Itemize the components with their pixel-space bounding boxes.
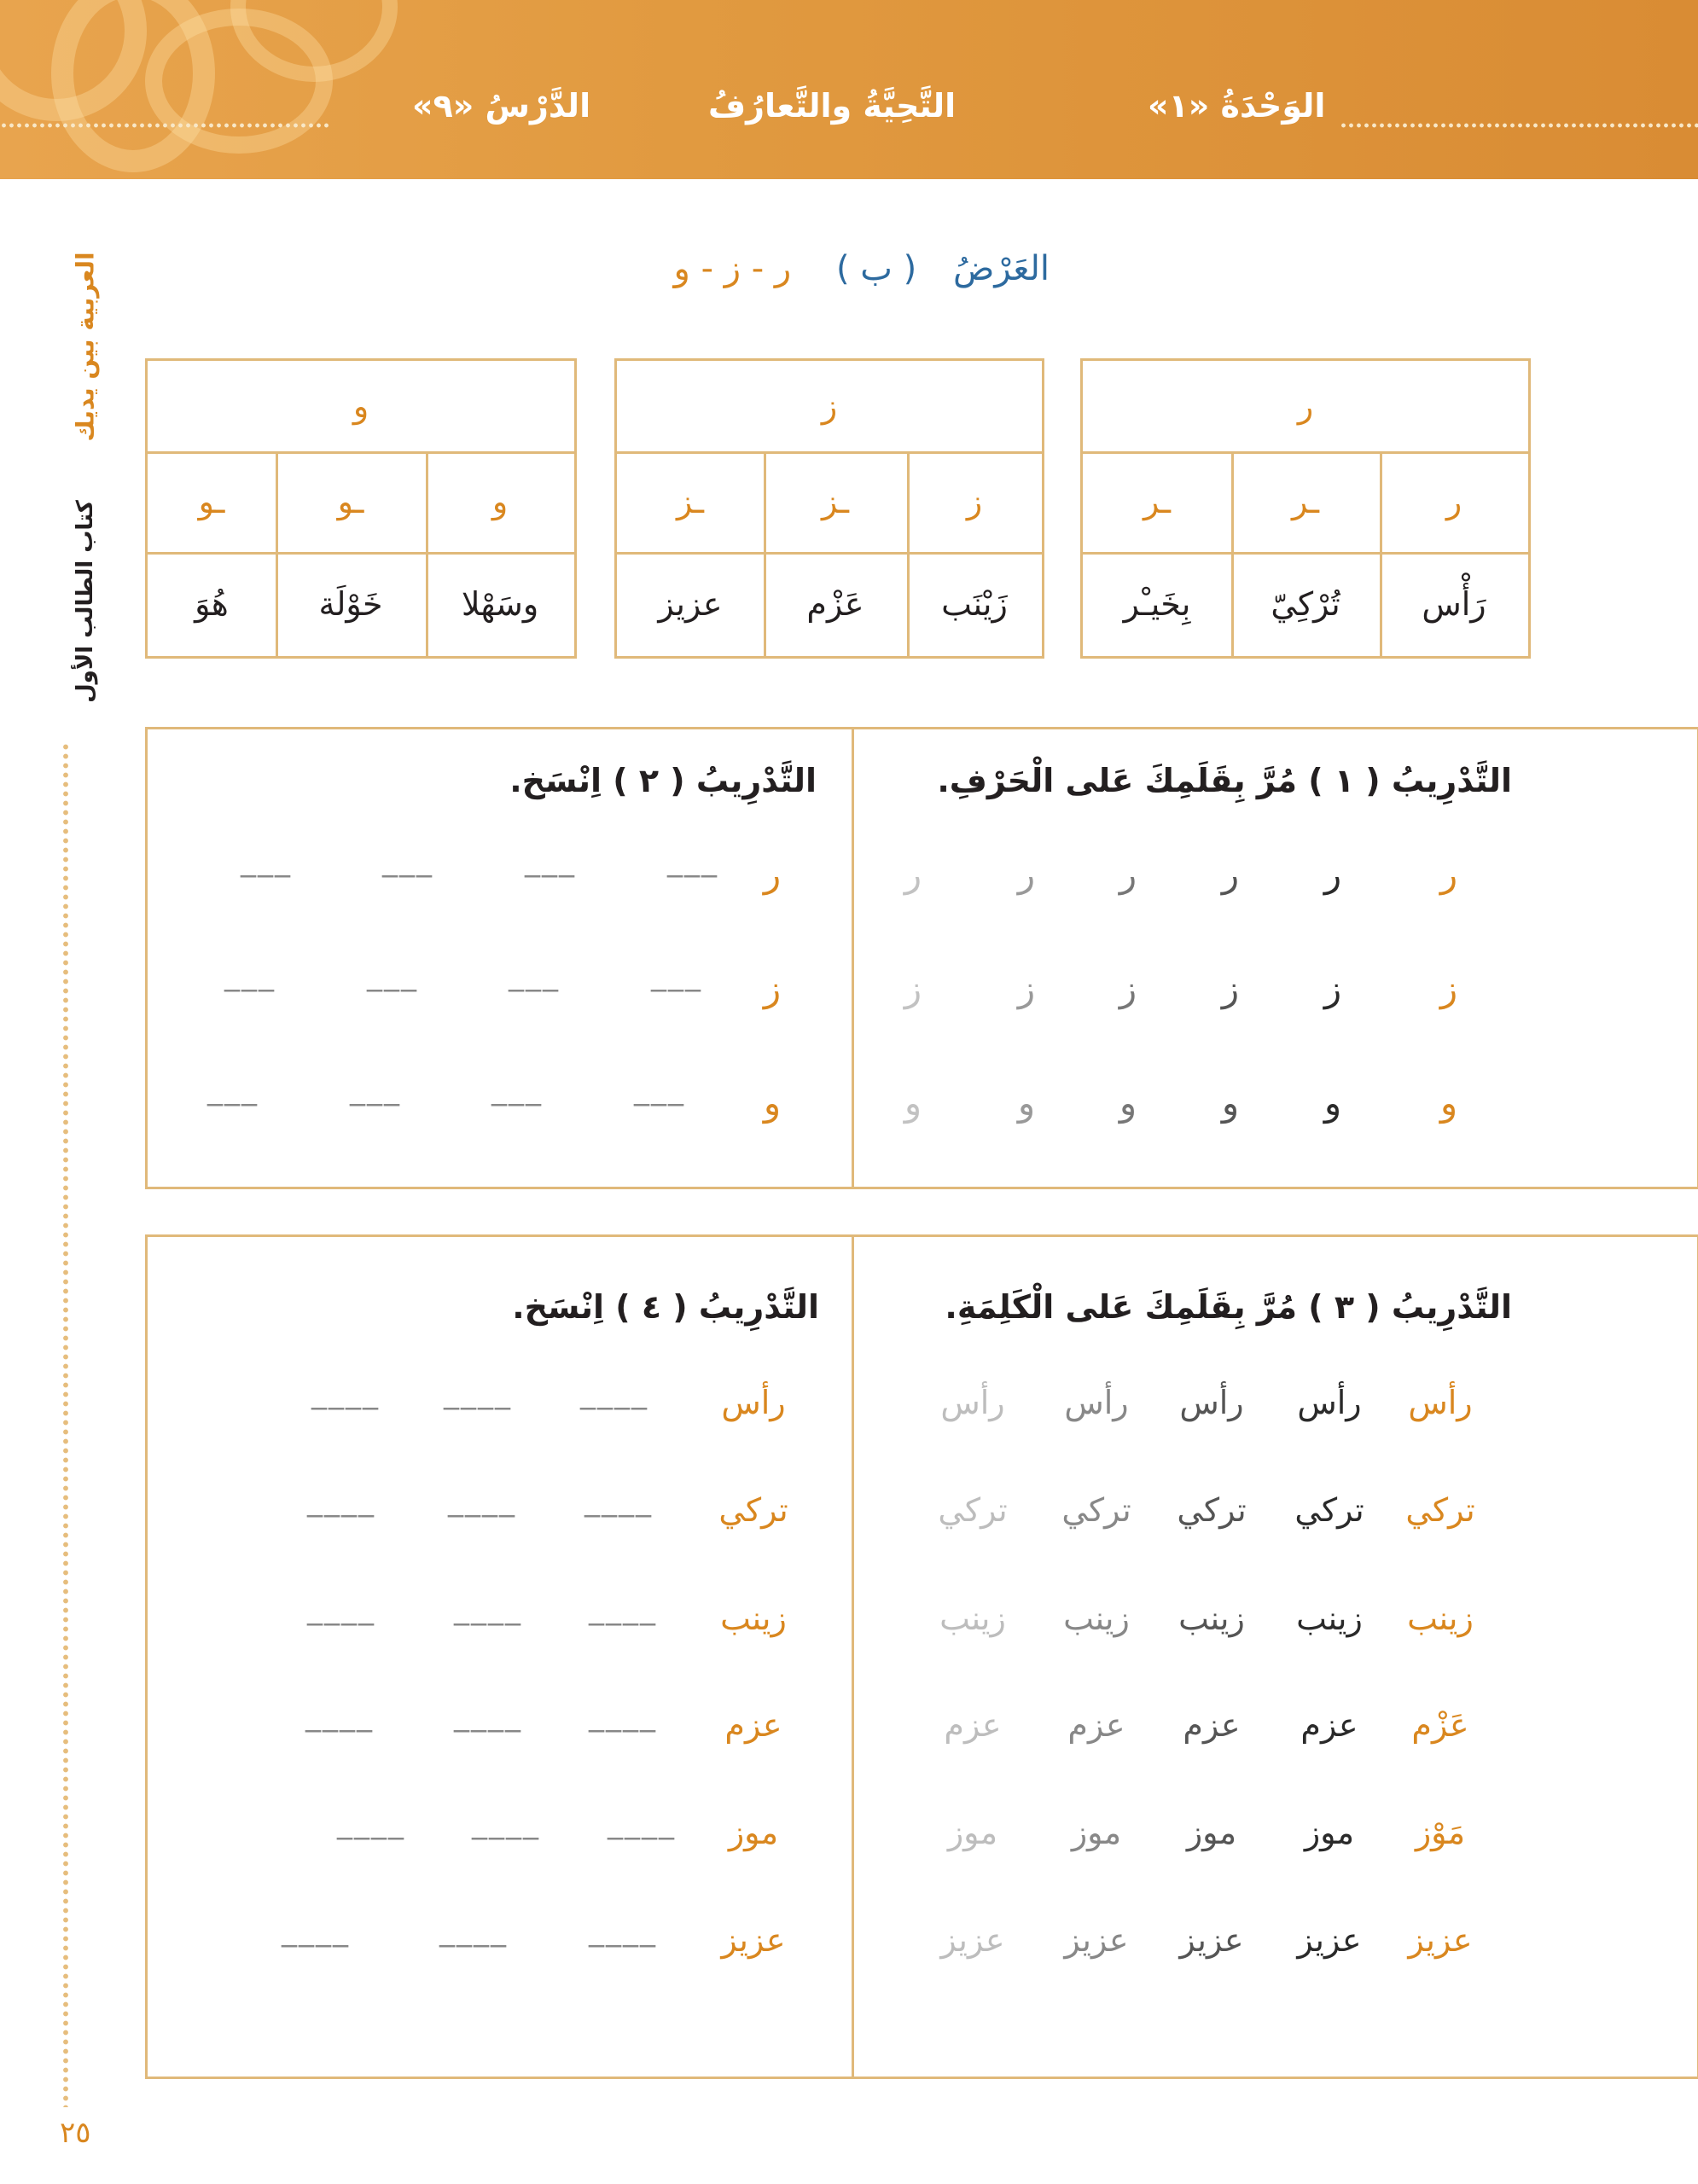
model-word: عزيز	[721, 1921, 786, 1959]
model-word: زينب	[1407, 1600, 1474, 1637]
trace-letter: ز	[904, 967, 922, 1009]
letter-form-connected: ـز	[821, 483, 850, 520]
trace-letter: و	[1221, 1082, 1240, 1124]
blank-line: ____	[311, 1375, 380, 1410]
trace-letter: ر	[1119, 853, 1137, 895]
blank-line: ___	[525, 843, 576, 878]
model-letter: ر	[1439, 853, 1458, 895]
example-word: بِخَيـْر	[1123, 585, 1191, 623]
presentation-letters: ر - ز - و	[673, 249, 792, 288]
trace-word: تركي	[1294, 1491, 1364, 1529]
divider	[852, 727, 854, 1189]
letter-form-final: ـر	[1143, 483, 1172, 520]
trace-letter: ر	[1017, 853, 1036, 895]
blank-line: ___	[651, 957, 702, 992]
book-title: العربية بين يديك	[71, 252, 100, 442]
trace-word: زينب	[939, 1600, 1006, 1637]
blank-line: ____	[589, 1698, 657, 1733]
model-letter: ر	[763, 853, 782, 895]
trace-word: زينب	[1296, 1600, 1363, 1637]
table-header-letter: ز	[821, 387, 838, 425]
blank-line: ___	[367, 957, 418, 992]
trace-word: موز	[1186, 1814, 1237, 1851]
trace-word: عزم	[1067, 1706, 1125, 1744]
letter-table-ra	[1080, 358, 1531, 659]
model-word: مَوْز	[1415, 1814, 1466, 1851]
blank-line: ____	[448, 1483, 516, 1518]
trace-word: عزيز	[1064, 1921, 1129, 1959]
page-number: ٢٥	[60, 2116, 91, 2150]
blank-line: ____	[472, 1805, 540, 1840]
trace-word: رأس	[1297, 1384, 1362, 1421]
example-word: تُرْكِيّ	[1271, 585, 1340, 623]
trace-word: تركي	[1177, 1491, 1247, 1529]
model-word: تركي	[1405, 1491, 1475, 1529]
trace-word: رأس	[940, 1384, 1005, 1421]
trace-word: رأس	[1064, 1384, 1129, 1421]
divider	[852, 1234, 854, 2079]
table-header-letter: ر	[1297, 387, 1314, 425]
letter-form-connected: ـر	[1291, 483, 1320, 520]
model-letter: ز	[763, 967, 782, 1009]
trace-letter: و	[904, 1082, 922, 1124]
trace-letter: ر	[1323, 853, 1342, 895]
presentation-heading	[623, 249, 1050, 300]
trace-word: موز	[947, 1814, 998, 1851]
example-word: رَأْس	[1422, 585, 1486, 623]
model-word: موز	[728, 1814, 779, 1851]
trace-letter: ز	[1119, 967, 1137, 1009]
blank-line: ____	[608, 1805, 676, 1840]
trace-letter: و	[1017, 1082, 1036, 1124]
blank-line: ___	[491, 1072, 543, 1107]
letter-form-final: ـز	[676, 483, 705, 520]
letter-form-isolated: ز	[966, 483, 983, 520]
model-word: رأس	[1408, 1384, 1473, 1421]
letter-form-isolated: ر	[1445, 483, 1462, 520]
trace-word: عزيز	[1297, 1921, 1362, 1959]
blank-line: ____	[589, 1913, 657, 1948]
model-word: تركي	[718, 1491, 788, 1529]
blank-line: ____	[305, 1698, 374, 1733]
example-word: عزيز	[658, 585, 723, 623]
blank-line: ___	[509, 957, 560, 992]
example-word: خَوْلَة	[318, 585, 383, 623]
blank-line: ___	[382, 843, 433, 878]
example-word: هُوَ	[195, 585, 229, 623]
presentation-part: ( ب )	[835, 249, 917, 288]
trace-word: تركي	[1061, 1491, 1131, 1529]
book-subtitle: كتاب الطالب الأول	[73, 500, 98, 703]
blank-line: ____	[589, 1591, 657, 1626]
blank-line: ____	[444, 1375, 512, 1410]
blank-line: ____	[580, 1375, 648, 1410]
unit-label: الوَحْدَةُ «١»	[1148, 87, 1326, 125]
table-header-letter: و	[352, 387, 369, 425]
blank-line: ____	[307, 1483, 375, 1518]
exercise4-title: التَّدْرِيبُ ( ٤ ) اِنْسَخ.	[512, 1288, 819, 1326]
letter-form-connected: ـو	[337, 483, 364, 520]
blank-line: ____	[337, 1805, 405, 1840]
trace-word: عزيز	[940, 1921, 1005, 1959]
letter-table-waw	[145, 358, 577, 659]
blank-line: ___	[634, 1072, 685, 1107]
decor-dotted-line	[1340, 122, 1698, 129]
trace-word: رأس	[1179, 1384, 1244, 1421]
presentation-title: العَرْضُ	[952, 249, 1050, 288]
trace-letter: و	[1119, 1082, 1137, 1124]
model-letter: و	[1439, 1082, 1458, 1124]
trace-word: تركي	[938, 1491, 1008, 1529]
example-word: زَيْنَب	[941, 585, 1008, 623]
model-word: عزم	[724, 1706, 782, 1744]
header-banner	[0, 0, 1698, 179]
example-word: وسَهْلا	[461, 585, 539, 623]
trace-word: موز	[1304, 1814, 1355, 1851]
model-word: رأس	[721, 1384, 786, 1421]
trace-word: زينب	[1063, 1600, 1130, 1637]
model-word: عزيز	[1408, 1921, 1473, 1959]
blank-line: ___	[350, 1072, 401, 1107]
blank-line: ____	[307, 1591, 375, 1626]
blank-line: ____	[282, 1913, 350, 1948]
model-letter: ز	[1439, 967, 1458, 1009]
trace-word: عزم	[1183, 1706, 1241, 1744]
trace-letter: ز	[1221, 967, 1240, 1009]
trace-word: عزيز	[1179, 1921, 1244, 1959]
blank-line: ____	[454, 1698, 522, 1733]
letter-table-zay	[614, 358, 1044, 659]
blank-line: ___	[667, 843, 718, 878]
trace-word: زينب	[1178, 1600, 1245, 1637]
model-word: عَزْم	[1411, 1706, 1469, 1744]
exercise3-title: التَّدْرِيبُ ( ٣ ) مُرَّ بِقَلَمِكَ عَلى الْكَلِمَةِ.	[945, 1288, 1512, 1326]
letter-form-isolated: و	[491, 483, 509, 520]
trace-letter: ز	[1323, 967, 1342, 1009]
trace-word: عزم	[944, 1706, 1002, 1744]
blank-line: ____	[439, 1913, 508, 1948]
example-word: عَزْم	[806, 585, 864, 623]
lesson-label: الدَّرْسُ «٩»	[412, 87, 591, 125]
exercise1-title: التَّدْرِيبُ ( ١ ) مُرَّ بِقَلَمِكَ عَلى الْحَرْفِ.	[937, 762, 1512, 799]
blank-line: ____	[584, 1483, 653, 1518]
trace-word: موز	[1071, 1814, 1122, 1851]
trace-word: عزم	[1300, 1706, 1358, 1744]
decor-chain	[61, 742, 70, 2107]
blank-line: ___	[241, 843, 292, 878]
trace-letter: ر	[904, 853, 922, 895]
blank-line: ____	[454, 1591, 522, 1626]
blank-line: ___	[207, 1072, 259, 1107]
topic-title: التَّحِيَّةُ والتَّعارُفُ	[708, 87, 957, 125]
trace-letter: ر	[1221, 853, 1240, 895]
decor-dotted-line	[0, 122, 329, 129]
model-letter: و	[763, 1082, 782, 1124]
model-word: زينب	[720, 1600, 787, 1637]
letter-form-final: ـو	[198, 483, 225, 520]
exercise2-title: التَّدْرِيبُ ( ٢ ) اِنْسَخ.	[509, 762, 817, 799]
trace-letter: ز	[1017, 967, 1036, 1009]
blank-line: ___	[224, 957, 276, 992]
trace-letter: و	[1323, 1082, 1342, 1124]
